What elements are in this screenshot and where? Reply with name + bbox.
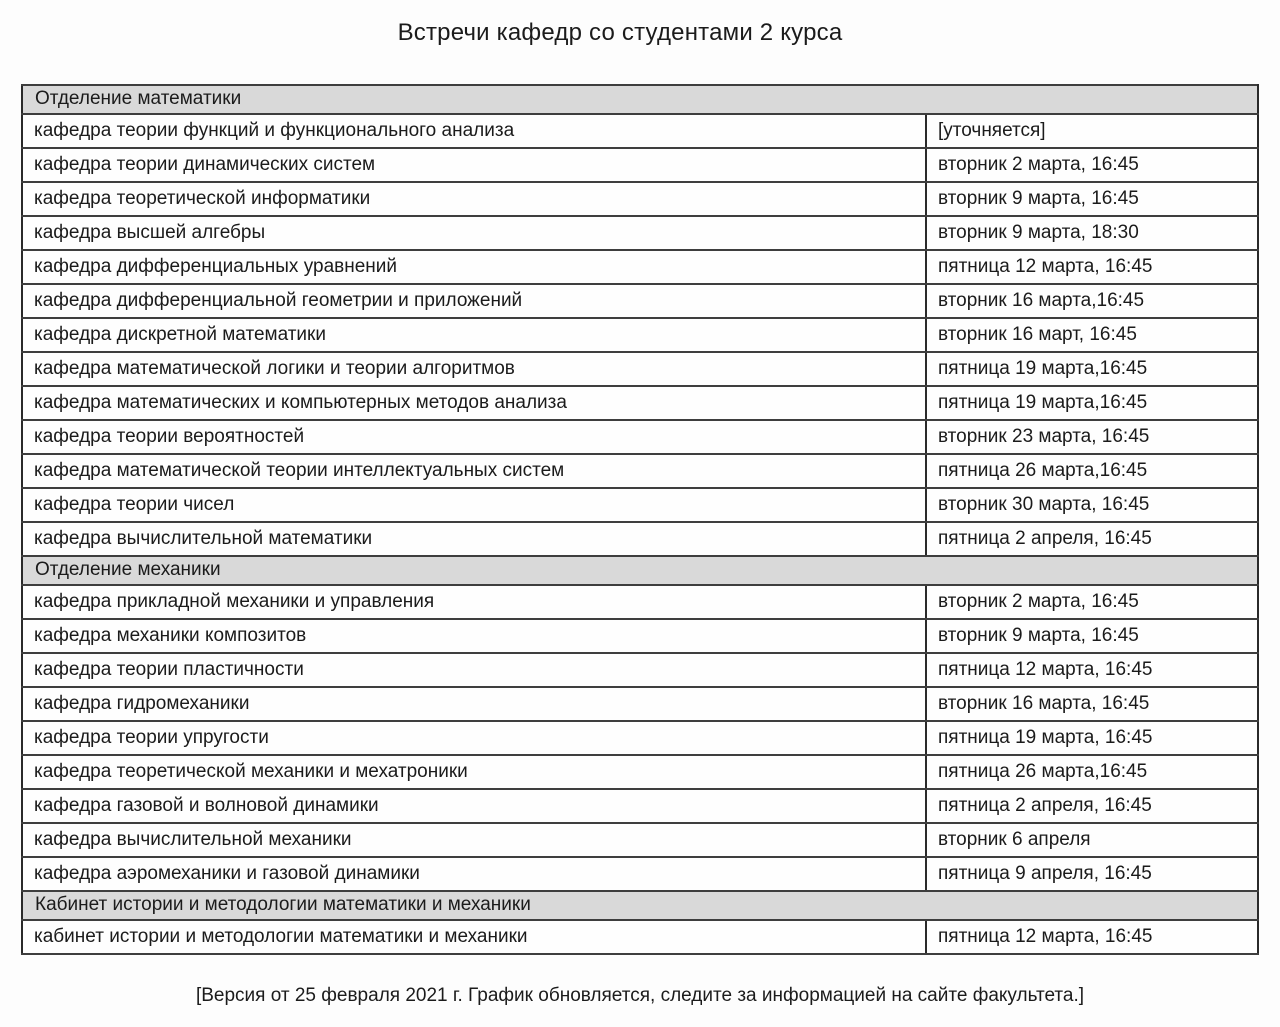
table-row: [22, 284, 1258, 318]
document-page: [0, 18, 1280, 1027]
department-cell: кафедра теории вероятностей: [22, 420, 926, 454]
table-row: [22, 522, 1258, 556]
table-row: [22, 454, 1258, 488]
table-row: [22, 386, 1258, 420]
table-row: [22, 920, 1258, 954]
table-row: [22, 789, 1258, 823]
table-row: [22, 687, 1258, 721]
time-cell: пятница 26 марта,16:45: [926, 755, 1258, 789]
time-cell: пятница 12 марта, 16:45: [926, 250, 1258, 284]
table-row: [22, 182, 1258, 216]
department-cell: кафедра теоретической механики и мехатроники: [22, 755, 926, 789]
section-header-row: [22, 85, 1258, 114]
department-cell: кафедра аэромеханики и газовой динамики: [22, 857, 926, 891]
page-title: Встречи кафедр со студентами 2 курса: [397, 19, 843, 46]
table-row: [22, 420, 1258, 454]
table-row: [22, 653, 1258, 687]
time-cell: пятница 12 марта, 16:45: [926, 920, 1258, 954]
time-cell: вторник 23 марта, 16:45: [926, 420, 1258, 454]
time-cell: вторник 9 марта, 18:30: [926, 216, 1258, 250]
time-cell: вторник 16 марта, 16:45: [926, 687, 1258, 721]
department-cell: кафедра прикладной механики и управления: [22, 585, 926, 619]
department-cell: кафедра теории функций и функционального анализа: [22, 114, 926, 148]
department-cell: кафедра газовой и волновой динамики: [22, 789, 926, 823]
table-row: [22, 857, 1258, 891]
department-cell: кафедра теории упругости: [22, 721, 926, 755]
time-cell: вторник 16 март, 16:45: [926, 318, 1258, 352]
time-cell: пятница 19 марта,16:45: [926, 386, 1258, 420]
table-row: [22, 823, 1258, 857]
department-cell: кабинет истории и методологии математики и механики: [22, 920, 926, 954]
time-cell: вторник 16 марта,16:45: [926, 284, 1258, 318]
table-row: [22, 352, 1258, 386]
section-header-row: [22, 556, 1258, 585]
department-cell: кафедра теоретической информатики: [22, 182, 926, 216]
table-row: [22, 216, 1258, 250]
department-cell: кафедра гидромеханики: [22, 687, 926, 721]
table-row: [22, 488, 1258, 522]
section-header-label: Отделение механики: [22, 556, 1258, 585]
table-row: [22, 148, 1258, 182]
table-row: [22, 721, 1258, 755]
department-cell: кафедра дифференциальных уравнений: [22, 250, 926, 284]
time-cell: вторник 30 марта, 16:45: [926, 488, 1258, 522]
time-cell: пятница 12 марта, 16:45: [926, 653, 1258, 687]
table-row: [22, 318, 1258, 352]
section-header-row: [22, 891, 1258, 920]
table-row: [22, 114, 1258, 148]
department-cell: кафедра вычислительной механики: [22, 823, 926, 857]
department-cell: кафедра дискретной математики: [22, 318, 926, 352]
time-cell: пятница 2 апреля, 16:45: [926, 789, 1258, 823]
department-cell: кафедра математической логики и теории алгоритмов: [22, 352, 926, 386]
department-cell: кафедра механики композитов: [22, 619, 926, 653]
time-cell: [уточняется]: [926, 114, 1258, 148]
time-cell: пятница 26 марта,16:45: [926, 454, 1258, 488]
table-row: [22, 250, 1258, 284]
department-cell: кафедра теории пластичности: [22, 653, 926, 687]
time-cell: вторник 2 марта, 16:45: [926, 148, 1258, 182]
department-cell: кафедра высшей алгебры: [22, 216, 926, 250]
time-cell: вторник 6 апреля: [926, 823, 1258, 857]
footer-note: [Версия от 25 февраля 2021 г. График обновляется, следите за информацией на сайте факультета.]: [195, 985, 1085, 1006]
time-cell: вторник 9 марта, 16:45: [926, 182, 1258, 216]
table-row: [22, 619, 1258, 653]
table-row: [22, 585, 1258, 619]
time-cell: пятница 19 марта,16:45: [926, 352, 1258, 386]
schedule-table: [21, 84, 1259, 955]
time-cell: пятница 2 апреля, 16:45: [926, 522, 1258, 556]
section-header-label: Кабинет истории и методологии математики и механики: [22, 891, 1258, 920]
department-cell: кафедра теории динамических систем: [22, 148, 926, 182]
department-cell: кафедра математической теории интеллектуальных систем: [22, 454, 926, 488]
time-cell: вторник 2 марта, 16:45: [926, 585, 1258, 619]
department-cell: кафедра математических и компьютерных методов анализа: [22, 386, 926, 420]
department-cell: кафедра вычислительной математики: [22, 522, 926, 556]
table-row: [22, 755, 1258, 789]
time-cell: пятница 9 апреля, 16:45: [926, 857, 1258, 891]
department-cell: кафедра дифференциальной геометрии и приложений: [22, 284, 926, 318]
time-cell: вторник 9 марта, 16:45: [926, 619, 1258, 653]
department-cell: кафедра теории чисел: [22, 488, 926, 522]
time-cell: пятница 19 марта, 16:45: [926, 721, 1258, 755]
section-header-label: Отделение математики: [22, 85, 1258, 114]
schedule-table-body: [22, 85, 1258, 954]
